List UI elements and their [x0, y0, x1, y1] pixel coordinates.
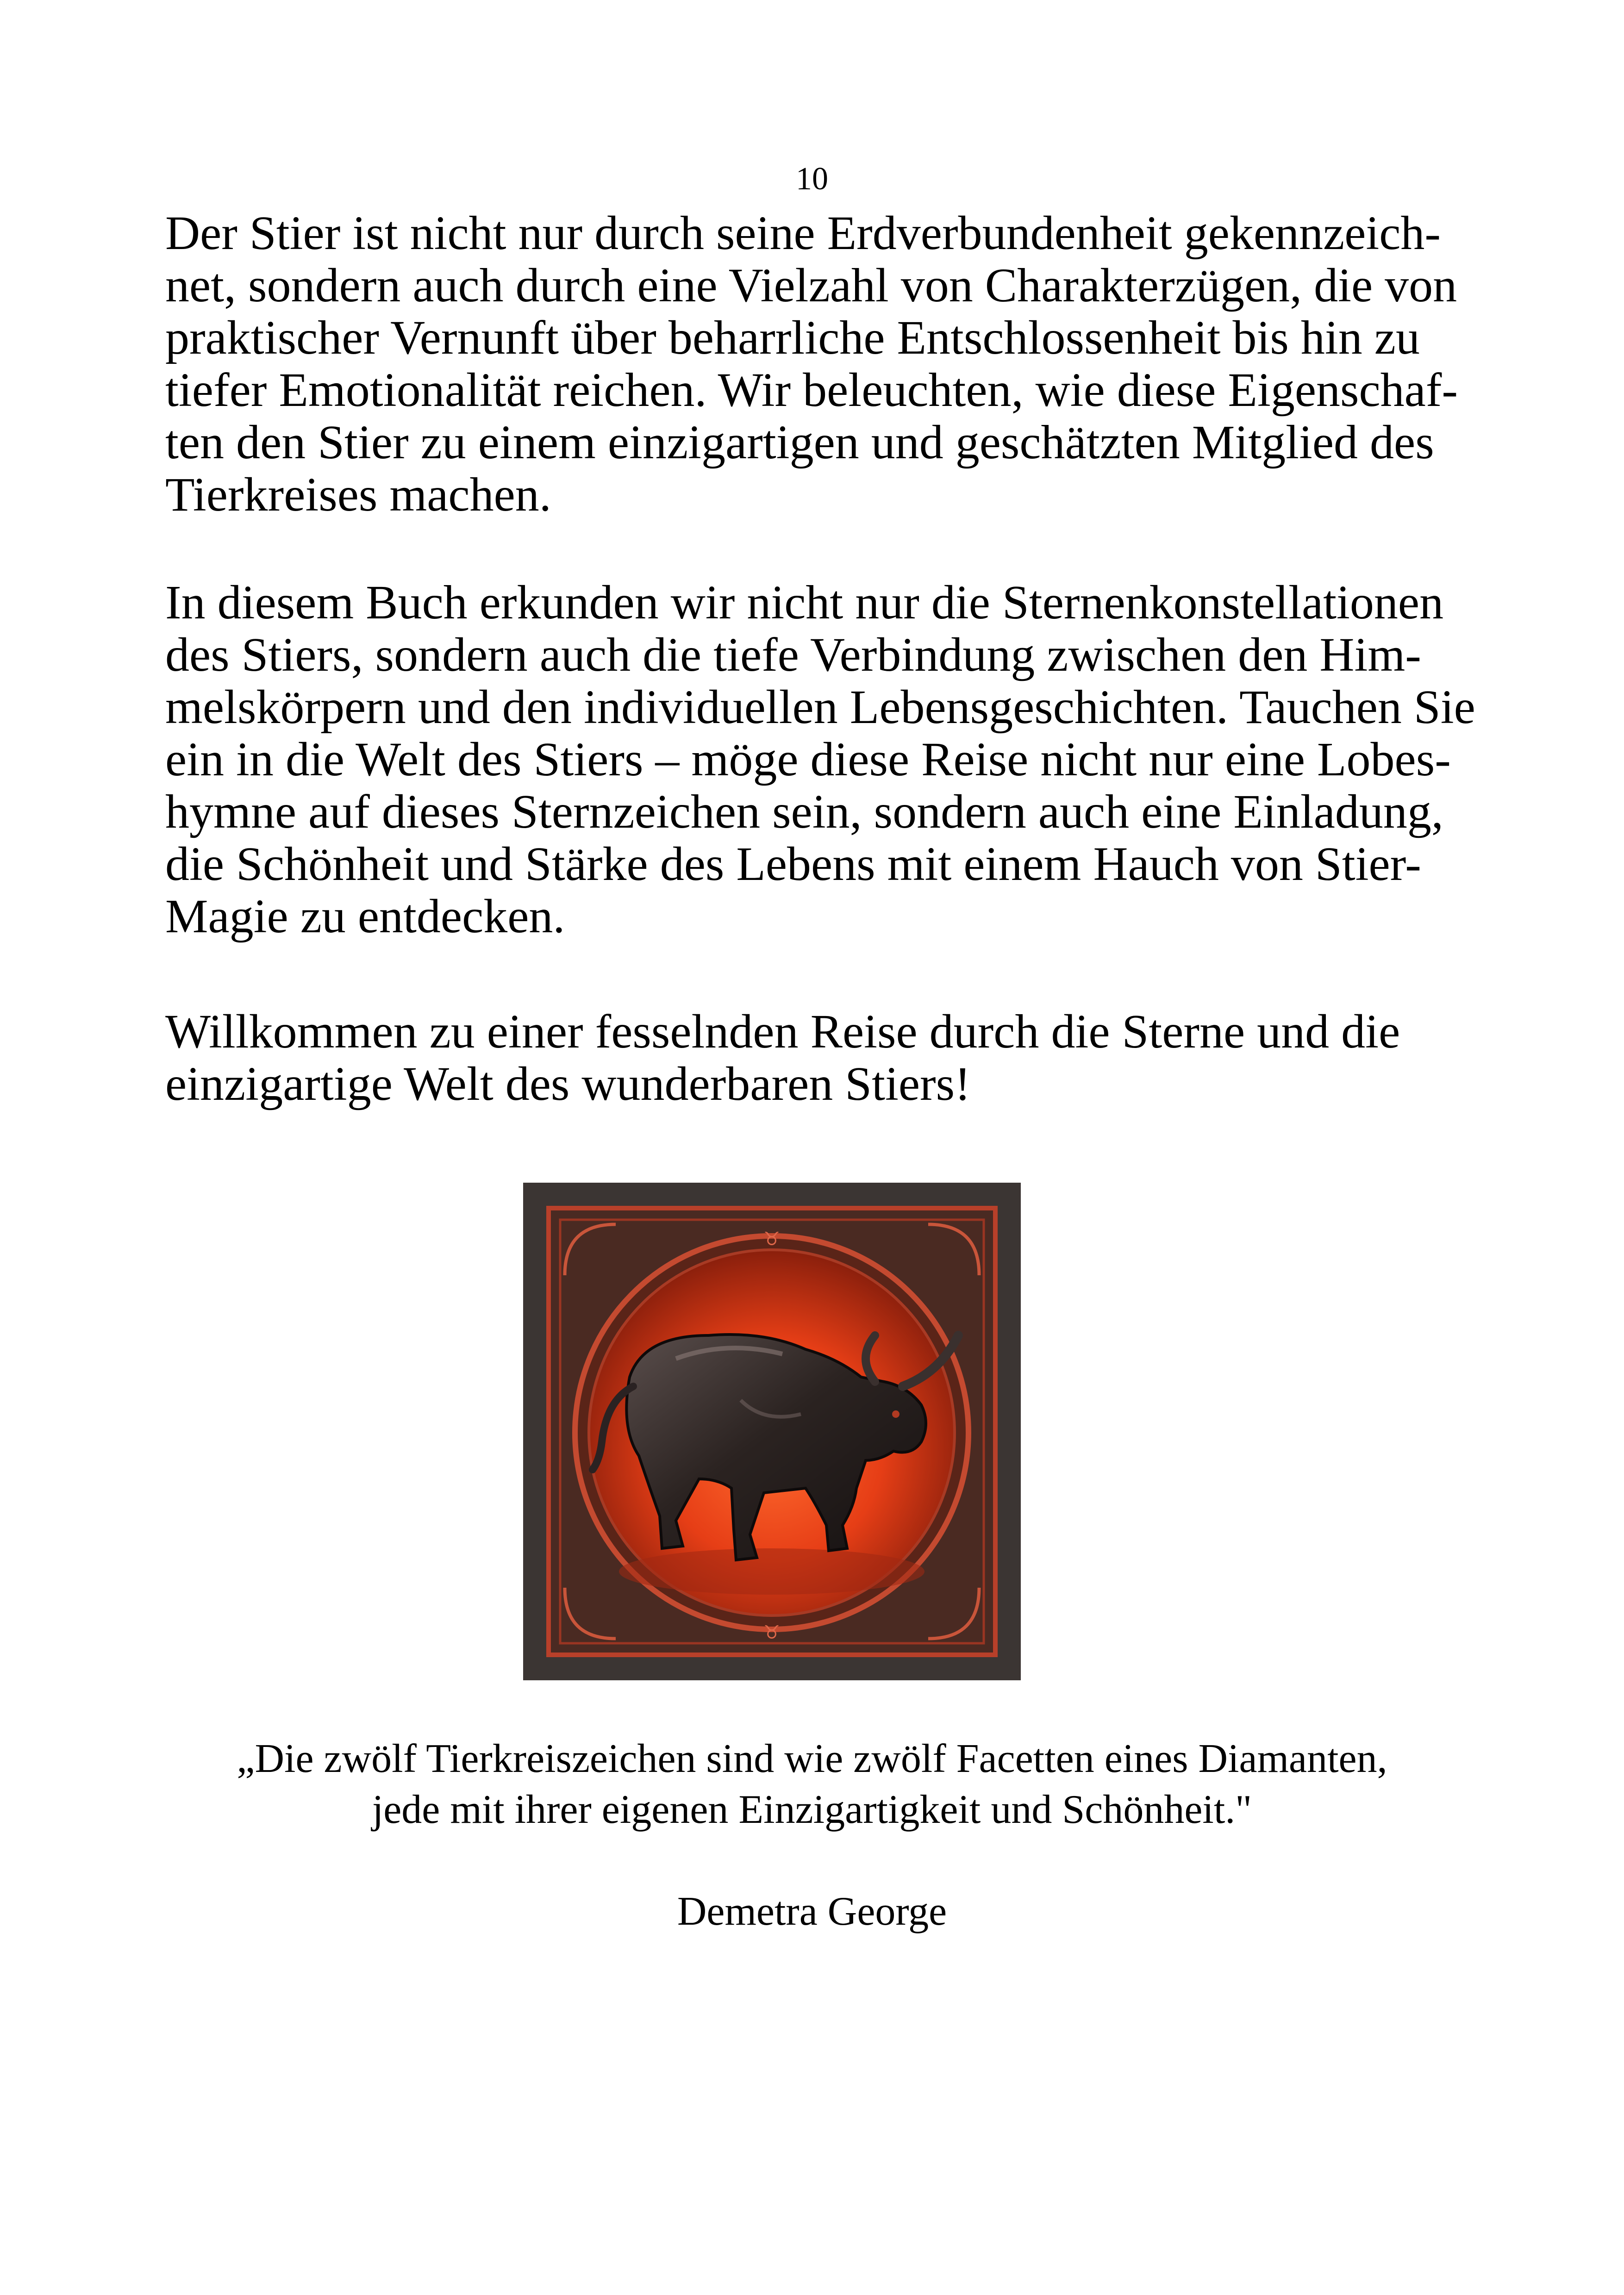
paragraph-1: [165, 207, 1462, 521]
text-line: Der Stier ist nicht nur durch seine Erdverbundenheit gekennzeich-: [165, 206, 1441, 260]
text-line: tiefer Emotionalität reichen. Wir beleuchten, wie diese Eigenschaf-: [165, 363, 1458, 417]
quote: [0, 1734, 1624, 1835]
page-number: 10: [796, 161, 828, 197]
text-line: Magie zu entdecken.: [165, 890, 565, 943]
text-line: Tierkreises machen.: [165, 468, 551, 521]
text-line: In diesem Buch erkunden wir nicht nur die Sternenkonstellationen: [165, 576, 1444, 629]
paragraph-3: [165, 1005, 1462, 1110]
text-line: hymne auf dieses Sternzeichen sein, sondern auch eine Einladung,: [165, 785, 1443, 838]
text-line: Willkommen zu einer fesselnden Reise durch die Sterne und die: [165, 1005, 1400, 1058]
taurus-bull-illustration: [523, 1183, 1021, 1680]
text-line: einzigartige Welt des wunderbaren Stiers!: [165, 1057, 971, 1110]
quote-author: Demetra George: [677, 1889, 947, 1934]
text-line: ein in die Welt des Stiers – möge diese Reise nicht nur eine Lobes-: [165, 733, 1451, 786]
bull-icon: [523, 1183, 1021, 1680]
svg-text:♉: ♉: [763, 1229, 780, 1250]
quote-line: jede mit ihrer eigenen Einzigartigkeit und Schönheit.": [372, 1787, 1252, 1832]
svg-text:♉: ♉: [763, 1622, 780, 1643]
text-line: die Schönheit und Stärke des Lebens mit einem Hauch von Stier-: [165, 837, 1421, 891]
text-line: ten den Stier zu einem einzigartigen und geschätzten Mitglied des: [165, 416, 1434, 469]
text-line: praktischer Vernunft über beharrliche Entschlossenheit bis hin zu: [165, 311, 1420, 364]
paragraph-2: [165, 576, 1475, 943]
text-line: net, sondern auch durch eine Vielzahl von Charakterzügen, die von: [165, 259, 1457, 312]
quote-line: „Die zwölf Tierkreiszeichen sind wie zwölf Facetten eines Diamanten,: [237, 1736, 1387, 1781]
text-line: des Stiers, sondern auch die tiefe Verbindung zwischen den Him-: [165, 628, 1421, 681]
text-line: melskörpern und den individuellen Lebensgeschichten. Tauchen Sie: [165, 680, 1475, 734]
